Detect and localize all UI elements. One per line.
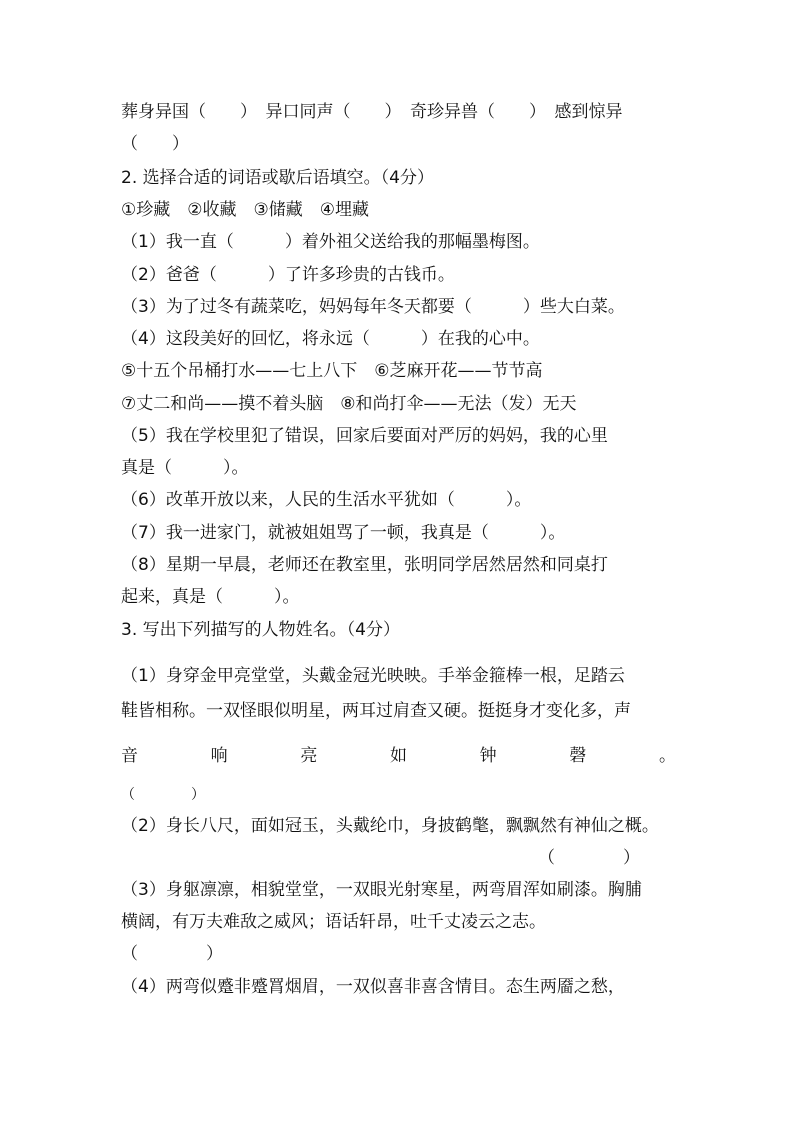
q2-item-1: （1）我一直（ ）着外祖父送给我的那幅墨梅图。 [121,232,540,252]
q2-item-3: （3）为了过冬有蔬菜吃，妈妈每年冬天都要（ ）些大白菜。 [121,297,625,317]
q2-item-8-line-2: 起来，真是（ ）。 [121,587,300,607]
line-2: （ ） [121,134,189,154]
q2-item-8-line-1: （8）星期一早晨，老师还在教室里，张明同学居然居然和同桌打 [121,555,608,575]
q3-item-1-char: 。 [658,746,676,766]
q3-item-1-line-1: （1）身穿金甲亮堂堂，头戴金冠光映映。手举金箍棒一根，足踏云 [121,666,625,686]
q3-item-1-char: 音 [121,746,138,766]
q3-item-1-char: 亮 [300,746,318,766]
q3-item-3-line-2: 横阔，有万夫难敌之威风；语话轩昂，吐千丈凌云之志。 [121,912,546,932]
q3-item-1-line-2: 鞋皆相称。一双怪眼似明星，两耳过肩查又硬。挺挺身才变化多，声 [121,701,631,721]
q3-item-4-line-1: （4）两弯似蹙非蹙罥烟眉，一双似喜非喜含情目。态生两靥之愁， [121,977,625,997]
q3-item-3-line-1: （3）身躯凛凛，相貌堂堂，一双眼光射寒星，两弯眉浑如刷漆。胸脯 [121,880,642,900]
q3-item-1-answer: （ ） [121,787,205,803]
q2-item-6: （6）改革开放以来，人民的生活水平犹如（ ）。 [121,490,532,510]
q2-item-2: （2）爸爸（ ）了许多珍贵的古钱币。 [121,265,455,285]
idiom-options-2: ⑦丈二和尚——摸不着头脑 ⑧和尚打伞——无法（发）无天 [121,394,577,414]
q2-title: 2. 选择合适的词语或歇后语填空。（4分） [121,168,434,188]
idiom-options-1: ⑤十五个吊桶打水——七上八下 ⑥芝麻开花——节节高 [121,361,543,381]
q2-item-5-line-2: 真是（ ）。 [121,458,249,478]
q3-item-1-char: 磬 [569,746,587,766]
q3-item-2-line-1: （2）身长八尺，面如冠玉，头戴纶巾，身披鹤氅，飘飘然有神仙之概。 [121,816,659,836]
q2-item-7: （7）我一进家门，就被姐姐骂了一顿，我真是（ ）。 [121,523,566,543]
q3-item-3-answer: （ ） [121,944,223,964]
q2-item-5-line-1: （5）我在学校里犯了错误，回家后要面对严厉的妈妈，我的心里 [121,426,608,446]
line-1: 葬身异国（ ） 异口同声（ ） 奇珍异兽（ ） 感到惊异 [121,102,623,122]
q3-item-1-char: 如 [389,746,407,766]
word-options: ①珍藏 ②收藏 ③储藏 ④埋藏 [121,200,369,220]
q3-item-1-char: 响 [210,746,228,766]
q2-item-4: （4）这段美好的回忆，将永远（ ）在我的心中。 [121,329,540,349]
q3-item-2-answer: （ ） [538,848,640,868]
q3-title: 3. 写出下列描写的人物姓名。（4分） [121,620,400,640]
q3-item-1-char: 钟 [479,746,497,766]
q3-item-1-line-3 [121,744,676,768]
